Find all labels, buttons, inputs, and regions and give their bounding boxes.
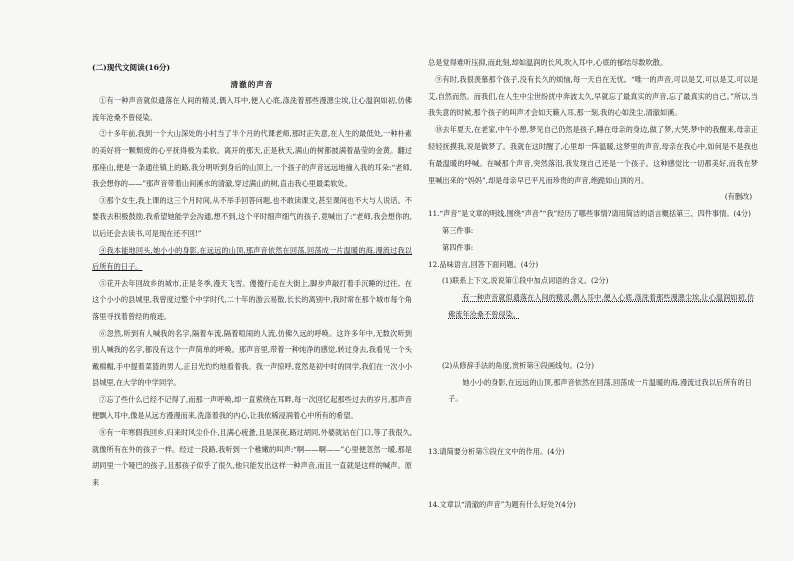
q11-answer-1[interactable] <box>428 223 758 240</box>
paragraph-6: ⑥忽然,听到有人喊我的名字,隔着车流,隔着喧闹的人流,仿佛久远的呼唤。这许多年中,无数次听到别人喊我的名字,都没有这个一声简单的呼唤。那声音里,带着一种纯净的感觉,转过身去,我看见一个头戴棉帽,手中提着菜篮的男人,正目光灼灼地看着我。我一声惊呼,竟然是初中时的同学,我们在一次小小县城里,在大学的中学同学。 <box>92 328 412 388</box>
source-note: (有删改) <box>724 192 752 202</box>
left-column <box>92 60 412 491</box>
paragraph-1: ①有一种声音就似遗落在人间的精灵,偶入耳中,便入心底,涤洗着那些漫漶尘埃,让心温润如初,仿佛流年沧桑不曾侵染。 <box>92 96 412 122</box>
paragraph-3: ③那个女生,我上课的这三个月时间,从不举手回答问题,也不敢读课文,甚至课间也不大与人说话。不要我去积极鼓励,我希望她能学会沟通,想不到,这个平时细声细气的孩子,竟喊出了:“老师,我会想你的,以后还会去读书,可是现在还不回!” <box>92 195 412 238</box>
section-title: (二)现代文阅读(16分) <box>92 63 171 72</box>
q12-1-quote: 有一种声音就似遗落在人间的精灵,偶入耳中,便入心底,涤洗着那些漫漶尘埃,让心温润如初,仿佛流年沧桑不曾侵染。 <box>448 293 755 319</box>
question-11: 11.“声音”是文章的明线,围绕“声音”“我”经历了哪些事情?请用简洁的语言概括第三、四件事情。(4分) <box>428 209 751 219</box>
article-title: 清澈的声音 <box>230 79 274 89</box>
question-12-2: (2)从修辞手法的角度,赏析第④段画线句。(2分) <box>442 360 595 370</box>
paragraph-5: ⑤花开去年回故乡的城市,正是冬季,漫天飞雪。傻傻行走在大街上,脚步声敲打着手沉睡的过往。在这个小小的县城里,我曾度过整个中学时代,二十年的游云易散,长长的离别中,我时常在那个城市每个角落里寻找着曾经的痕迹。 <box>92 278 412 321</box>
paragraph-8: ⑧有一年寒假我回乡,归来时风尘仆仆,且满心疲惫,且是深夜,路过胡同,外婆就站在门口,等了我很久,就像所有在外的孩子一样。经过一段路,我听到一个稚嫩的叫声:“啊——啊——”心里便忽然一暖,那是胡同里一个哑巴的孩子,且那孩子似乎了很久,他只能发出这样一种声音,而且一直就是这样的喊声。原来 <box>92 428 412 487</box>
question-12: 12.品味语言,回答下面问题。(4分) <box>428 259 539 269</box>
paragraph-8-cont: 总是觉得难听压抑,而此刻,却如温润的长风,吹入耳中,心底的郁结尽数吹散。 <box>428 58 668 67</box>
q12-2-answer-space[interactable] <box>428 408 758 444</box>
paragraph-4: ④我本能地回头,她小小的身影,在远远的山顶,那声音依然在回荡,回荡成一片温暖的海,漫流过我以后所有的日子。 <box>92 245 412 272</box>
right-column <box>428 55 758 514</box>
paragraph-10: ⑩去年夏天,在老家,中午小憩,梦见自己仍然是孩子,睡在母亲的身边,做了梦,大哭,梦中的我醒来,母亲正轻轻抚摸我,说是做梦了。我就在这时醒了,心里却一阵温暖,这梦里的声音,母亲在我心中,如何是不是我也有最温暖的呼喊。在喊那个声音,突然落泪,我发现自己还是一个孩子。这种感觉比一切都美好,而我在梦里喊出来的“妈妈”,却是母亲早已平凡而珍贵的声音,绝跪如山顶的月。 <box>428 125 758 185</box>
q12-1-answer-space[interactable] <box>428 324 758 358</box>
paragraph-7: ⑦忘了些什么已经不记得了,而那一声呼唤,却一直萦绕在耳畔,每一次回忆起那些过去的岁月,那声音便飘入耳中,像是从远方漫漫而来,洗涤着我的内心,让我依稀浸润着心中所有的希望。 <box>92 394 412 421</box>
q11-label-3: 第三件事: <box>442 225 474 235</box>
question-14: 14.文章以“清澈的声音”为题有什么好处?(4分) <box>428 499 576 509</box>
question-13: 13.请简要分析第⑤段在文中的作用。(4分) <box>428 447 565 457</box>
q11-answer-2[interactable] <box>428 240 758 257</box>
question-12-1: (1)联系上下文,说说第①段中加点词语的含义。(2分) <box>442 276 609 286</box>
q13-answer-space[interactable] <box>428 461 758 497</box>
q11-label-4: 第四件事: <box>442 242 474 252</box>
paragraph-2: ②十多年前,我到一个大山深处的小村当了半个月的代课老师,那时正失意,在人生的最低处,一种朴素的美好将一颗颓废的心平抚得极为柔软。离开的那天,正是秋天,满山的树都披满着晶莹的金黄。翻过那座山,便是一条通往镇上的路,我分明听到身后的山顶上,一个孩子的声音远远地撞入我的耳朵:“老师,我会想你的——”那声音带着山间溪水的清澈,穿过满山的树,直击我心里最柔软处。 <box>92 129 412 189</box>
paragraph-9: ⑨有时,我很羡慕那个孩子,没有长久的烦恼,每一天自在无忧。“唯一的声音,可以是艾,可以是艾,可以是艾,自然而然。而我们,在人生中尘世纷扰中奔波太久,早就忘了最真实的声音,忘了最真实的自己。”所以,当我失意的时候,那个孩子的叫声才会如天籁入耳,那一刻,我的心如洗尘,清澈如溪。 <box>428 74 758 118</box>
q12-2-quote: 她小小的身影,在远远的山顶,那声音依然在回荡,回荡成一片温暖的海,漫流过我以后所有的日子。 <box>448 377 752 404</box>
